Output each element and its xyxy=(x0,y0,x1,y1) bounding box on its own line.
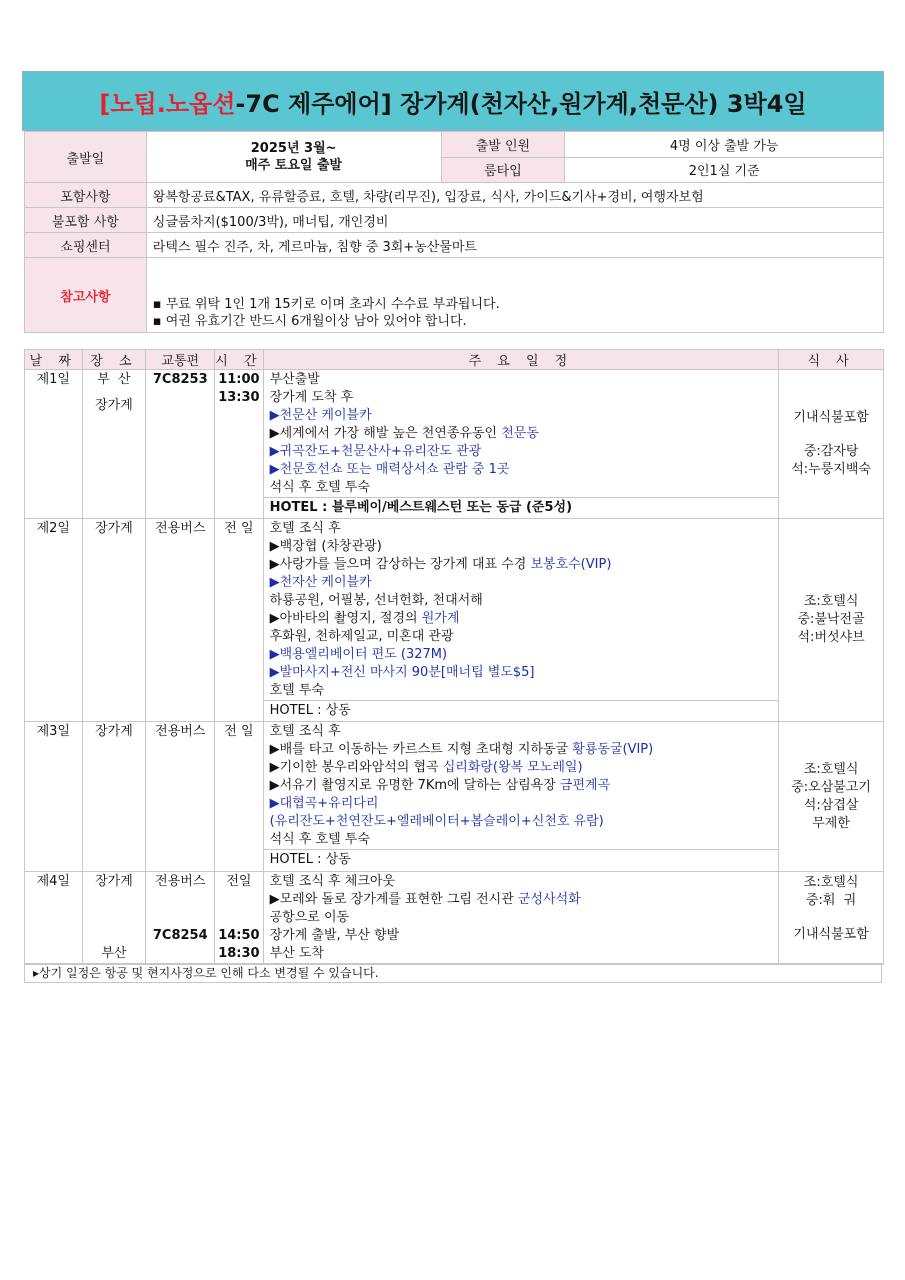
day4-day: 제4일 xyxy=(25,872,83,965)
day2-transport: 전용버스 xyxy=(146,519,215,722)
header-meal: 식 사 xyxy=(779,350,884,370)
info-table xyxy=(24,131,884,333)
day1-meal: 기내식불포함 중:감자탕 석:누룽지백숙 xyxy=(779,370,884,519)
shopping-value: 라텍스 필수 진주, 차, 게르마늄, 침향 중 3회+농산물마트 xyxy=(146,233,883,258)
day2-place: 장가계 xyxy=(82,519,146,722)
room-value: 2인1실 기준 xyxy=(565,157,884,183)
footer-note: ▸상기 일정은 항공 및 현지사정으로 인해 다소 변경될 수 있습니다. xyxy=(24,963,882,983)
day4-itinerary: 호텔 조식 후 체크아웃 ▶모레와 돌로 장가계를 표현한 그림 전시관 군성사석화 공항으로 이동 장가계 출발, 부산 향발 부산 도착 xyxy=(263,872,779,965)
header-day: 날 짜 xyxy=(25,350,83,370)
day3-transport: 전용버스 xyxy=(146,722,215,872)
notes-value: ▪ 무료 위탁 1인 1개 15키로 이며 초과시 수수료 부과됩니다. ▪ 여권 유효기간 반드시 6개월이상 남아 있어야 합니다. xyxy=(146,258,883,333)
day1-day: 제1일 xyxy=(25,370,83,519)
day3-meal: 조:호텔식 중:오삼불고기 석:삼겹살 무제한 xyxy=(779,722,884,872)
day2-time: 전 일 xyxy=(215,519,263,722)
day1-hotel: HOTEL : 블루베이/베스트웨스턴 또는 동급 (준5성) xyxy=(264,497,779,517)
day2-itinerary: 호텔 조식 후 ▶백장협 (차창관광) ▶사랑가를 들으며 감상하는 장가계 대표 수경 보봉호수(VIP) ▶천자산 케이블카 하룡공원, 어필봉, 선녀헌화, 천대서해 ▶아바타의 촬영지, 절경의 원가계 후화원, 천하제일교, 미혼대 관광 ▶백용엘리베이터 편도 (327M) ▶발마사지+전신 마사지 90분[매너팁 별도$5] 호텔 투숙 HOTEL : 상동 xyxy=(263,519,779,722)
day4-place: 장가계 부산 xyxy=(82,872,146,965)
schedule-header xyxy=(25,350,884,370)
day3-hotel: HOTEL : 상동 xyxy=(264,849,779,869)
day3-place: 장가계 xyxy=(82,722,146,872)
header-itinerary: 주 요 일 정 xyxy=(263,350,779,370)
day1-transport: 7C8253 xyxy=(146,370,215,519)
notes-label: 참고사항 xyxy=(25,258,147,333)
day1-place: 부 산 장가계 xyxy=(82,370,146,519)
header-place: 장 소 xyxy=(82,350,146,370)
header-transport: 교통편 xyxy=(146,350,215,370)
day2-row xyxy=(25,519,884,722)
day3-time: 전 일 xyxy=(215,722,263,872)
day2-meal: 조:호텔식 중:불낙전골 석:버섯샤브 xyxy=(779,519,884,722)
day3-day: 제3일 xyxy=(25,722,83,872)
day2-day: 제2일 xyxy=(25,519,83,722)
day1-row xyxy=(25,370,884,519)
day4-transport: 전용버스 7C8254 xyxy=(146,872,215,965)
day3-itinerary: 호텔 조식 후 ▶배를 타고 이동하는 카르스트 지형 초대형 지하동굴 황룡동굴(VIP) ▶기이한 봉우리와암석의 협곡 십리화랑(왕복 모노레일) ▶서유기 촬영지로 유명한 7Km에 달하는 삼림욕장 금편계곡 ▶대협곡+유리다리 (유리잔도+천연잔도+엘레베이터+봅슬레이+신천호 유람) 석식 후 호텔 투숙 HOTEL : 상동 xyxy=(263,722,779,872)
page-title xyxy=(22,71,884,131)
included-value: 왕복항공료&TAX, 유류할증료, 호텔, 차량(리무진), 입장료, 식사, 가이드&기사+경비, 여행자보험 xyxy=(146,183,883,208)
room-label: 룸타입 xyxy=(441,157,565,183)
title-red-part: [노팁.노옵션 xyxy=(99,89,236,118)
schedule-table xyxy=(24,349,884,965)
header-time: 시 간 xyxy=(215,350,263,370)
departure-label: 출발일 xyxy=(25,132,147,183)
departure-value: 2025년 3월~ 매주 토요일 출발 xyxy=(146,132,441,183)
title-black-part: -7C 제주에어] 장가계(천자산,원가계,천문산) 3박4일 xyxy=(235,89,807,118)
day2-hotel: HOTEL : 상동 xyxy=(264,700,779,720)
excluded-value: 싱글룸차지($100/3박), 매너팁, 개인경비 xyxy=(146,208,883,233)
people-value: 4명 이상 출발 가능 xyxy=(565,132,884,158)
day4-time: 전일 14:50 18:30 xyxy=(215,872,263,965)
excluded-label: 불포함 사항 xyxy=(25,208,147,233)
shopping-label: 쇼핑센터 xyxy=(25,233,147,258)
included-label: 포함사항 xyxy=(25,183,147,208)
people-label: 출발 인원 xyxy=(441,132,565,158)
day4-meal: 조:호텔식 중:훠 궈 기내식불포함 xyxy=(779,872,884,965)
day1-itinerary: 부산출발 장가계 도착 후 ▶천문산 케이블카 ▶세계에서 가장 해발 높은 천연종유동인 천문동 ▶귀곡잔도+천문산사+유리잔도 관광 ▶천문호선쇼 또는 매력상서쇼 관람 중 1곳 석식 후 호텔 투숙 HOTEL : 블루베이/베스트웨스턴 또는 동급 (준5성) xyxy=(263,370,779,519)
day3-row xyxy=(25,722,884,872)
day4-row xyxy=(25,872,884,965)
day1-time: 11:00 13:30 xyxy=(215,370,263,519)
